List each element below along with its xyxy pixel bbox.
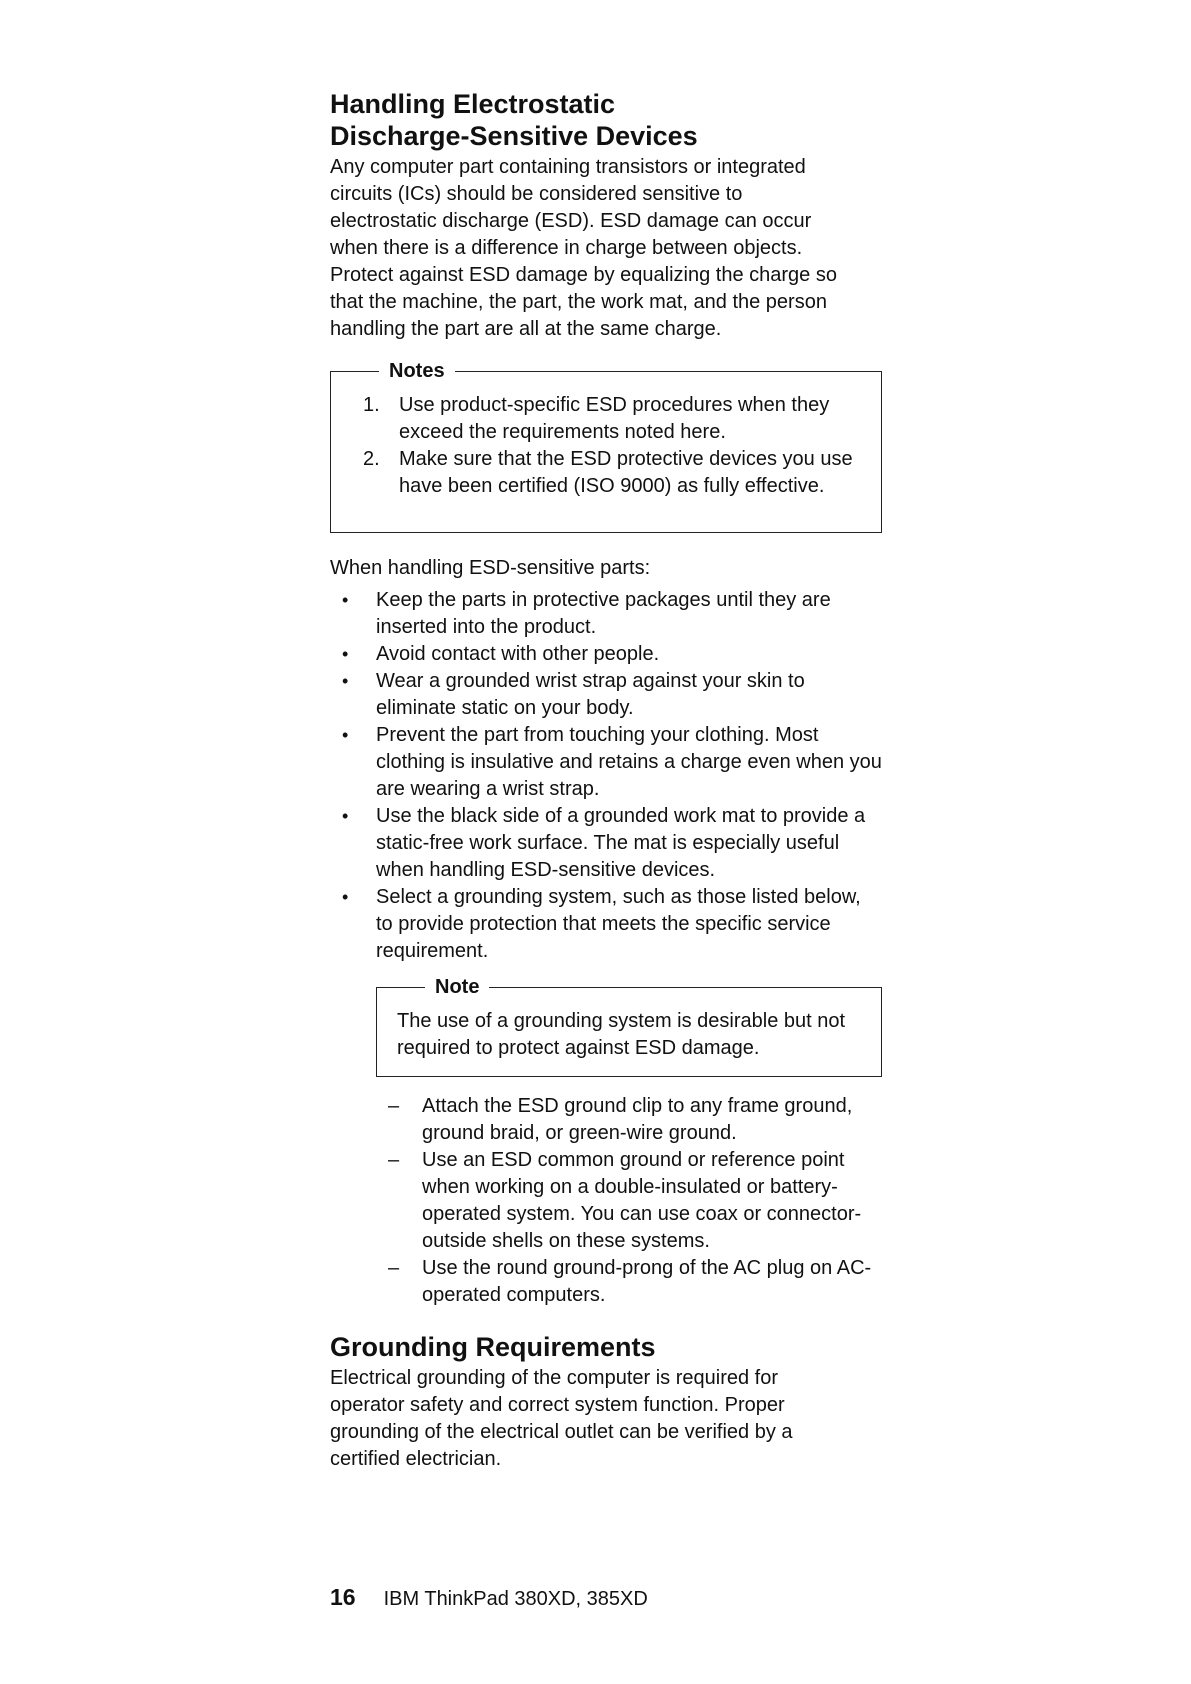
bullet-icon: • xyxy=(342,806,349,826)
grounding-options-list xyxy=(330,1093,882,1309)
section-title-esd xyxy=(330,88,882,152)
page-number: 16 xyxy=(330,1584,356,1610)
book-title: IBM ThinkPad 380XD, 385XD xyxy=(383,1588,648,1610)
note-box-text: The use of a grounding system is desirable but not required to protect against ESD damage. xyxy=(397,1010,846,1059)
list-item-text: Use the black side of a grounded work mat to provide a static-free work surface. The mat is especially useful when handling ESD-sensitive devices. xyxy=(376,805,866,881)
notes-item-number: 2. xyxy=(363,448,380,470)
list-item-text: Avoid contact with other people. xyxy=(376,643,660,665)
note-box xyxy=(376,976,882,1077)
bullet-icon: • xyxy=(342,725,349,745)
list-item-text: Attach the ESD ground clip to any frame ground, ground braid, or green-wire ground. xyxy=(422,1095,853,1144)
list-item-text: Select a grounding system, such as those listed below, to provide protection that meets the specific service requirement. xyxy=(376,886,861,962)
notes-item xyxy=(351,392,863,446)
handling-lead: When handling ESD-sensitive parts: xyxy=(330,557,651,579)
notes-list xyxy=(351,392,863,500)
notes-box xyxy=(330,360,882,533)
section-title-line1: Handling Electrostatic xyxy=(330,89,616,119)
section-title-line2: Discharge-Sensitive Devices xyxy=(330,121,698,151)
notes-item-text: Make sure that the ESD protective devices you use have been certified (ISO 9000) as fully effective. xyxy=(399,448,853,497)
bullet-icon: • xyxy=(342,671,349,691)
page-content xyxy=(330,88,882,1473)
list-item xyxy=(330,587,882,641)
list-item xyxy=(330,722,882,803)
list-item-text: Use the round ground-prong of the AC plug on AC-operated computers. xyxy=(422,1257,872,1306)
list-item xyxy=(330,641,882,668)
list-item-text: Keep the parts in protective packages until they are inserted into the product. xyxy=(376,589,831,638)
notes-item-number: 1. xyxy=(363,394,380,416)
grounding-paragraph: Electrical grounding of the computer is required for operator safety and correct system function. Proper grounding of the electrical outlet can be verified by a certified electrician. xyxy=(330,1367,793,1470)
notes-item-text: Use product-specific ESD procedures when they exceed the requirements noted here. xyxy=(399,394,830,443)
notes-box-title: Notes xyxy=(379,358,455,384)
list-item xyxy=(330,668,882,722)
list-item xyxy=(330,803,882,884)
bullet-icon: • xyxy=(342,887,349,907)
list-item-text: Wear a grounded wrist strap against your skin to eliminate static on your body. xyxy=(376,670,805,719)
notes-item xyxy=(351,446,863,500)
dash-icon: – xyxy=(388,1149,400,1171)
list-item xyxy=(330,1255,882,1309)
list-item-text: Use an ESD common ground or reference point when working on a double-insulated or battery-operated system. You can use coax or connector-outside shells on these systems. xyxy=(422,1149,862,1252)
list-item-text: Prevent the part from touching your clothing. Most clothing is insulative and retains a charge even when you are wearing a wrist strap. xyxy=(376,724,882,800)
handling-bullet-list xyxy=(330,587,882,965)
dash-icon: – xyxy=(388,1095,400,1117)
list-item xyxy=(330,1147,882,1255)
bullet-icon: • xyxy=(342,644,349,664)
dash-icon: – xyxy=(388,1257,400,1279)
note-box-title: Note xyxy=(425,974,489,1000)
section-title-grounding: Grounding Requirements xyxy=(330,1332,656,1362)
page-footer xyxy=(330,1584,648,1612)
list-item xyxy=(330,1093,882,1147)
list-item xyxy=(330,884,882,965)
bullet-icon: • xyxy=(342,590,349,610)
esd-intro-paragraph: Any computer part containing transistors or integrated circuits (ICs) should be considered sensitive to electrostatic discharge (ESD). ESD damage can occur when there is a difference in charge between objects. Protect against ESD damage by equalizing the charge so that the machine, the part, the work mat, and the person handling the part are all at the same charge. xyxy=(330,156,837,340)
